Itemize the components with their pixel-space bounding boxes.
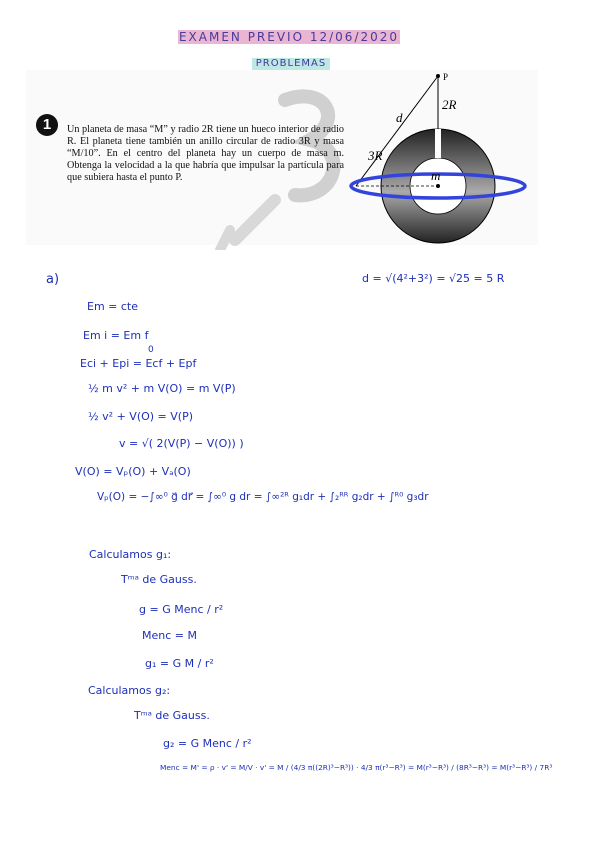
equation-half-mv: ½ m v² + m V(O) = m V(P) — [88, 382, 236, 395]
equation-half-v: ½ v² + V(O) = V(P) — [88, 410, 194, 423]
problem-statement: Un planeta de masa “M” y radio 2R tiene un hueco interior de radio R. El planeta tiene también un anillo circular de radio 3R y masa “M/10”. En el centro del planeta hay un cuerpo de masa m. Obtenga la velocidad a la que habría que impulsar la partícula para que subiera hasta el punto P. — [67, 124, 344, 184]
equation-potential-sum: V(O) = Vₚ(O) + Vₐ(O) — [75, 465, 191, 478]
calc-g2-heading: Calculamos g₂: — [88, 684, 171, 697]
gauss-theorem-1: Tᵐᵃ de Gauss. — [121, 573, 197, 586]
energy-zero-mark: 0 — [148, 345, 154, 355]
equation-potential-integral: Vₚ(O) = −∫∞⁰ g⃗ dr⃗ = ∫∞⁰ g dr = ∫∞²ᴿ g₁dr + ∫₂ᴿᴿ g₂dr + ∫ᴿ⁰ g₃dr — [97, 491, 429, 503]
label-m: m — [431, 168, 441, 183]
label-2r: 2R — [442, 97, 457, 112]
mass-point — [436, 184, 440, 188]
planet-diagram — [340, 70, 540, 245]
label-3r: 3R — [368, 148, 383, 163]
label-p: P — [443, 72, 449, 82]
menc-derivation: Menc = M' = ρ · v' = M/V · v' = M / (4/3 π((2R)³−R³)) · 4/3 π(r³−R³) = M(r³−R³) / (8R³−R³) = M(r³−R³) / 7R³ — [160, 763, 553, 772]
section-label: PROBLEMAS — [252, 58, 330, 70]
tunnel — [435, 129, 441, 158]
equation-velocity: v = √( 2(V(P) − V(O)) ) — [119, 437, 244, 450]
energy-equality: Em i = Em f — [83, 329, 149, 342]
energy-constant: Em = cte — [87, 300, 139, 313]
point-p — [436, 74, 440, 78]
g-formula: g = G Menc / r² — [139, 603, 224, 616]
menc-equals-m: Menc = M — [142, 629, 197, 642]
exam-title: EXAMEN PREVIO 12/06/2020 — [178, 30, 400, 44]
g2-formula: g₂ = G Menc / r² — [163, 737, 252, 750]
gauss-theorem-2: Tᵐᵃ de Gauss. — [134, 709, 210, 722]
problem-number: 1 — [36, 114, 58, 136]
distance-equation: d = √(4²+3²) = √25 = 5 R — [362, 272, 505, 285]
label-d: d — [396, 110, 403, 125]
part-a-label: a) — [46, 272, 60, 287]
energy-expanded: Eci + Epi = Ecf + Epf — [80, 357, 197, 370]
g1-formula: g₁ = G M / r² — [145, 657, 214, 670]
calc-g1-heading: Calculamos g₁: — [89, 548, 172, 561]
